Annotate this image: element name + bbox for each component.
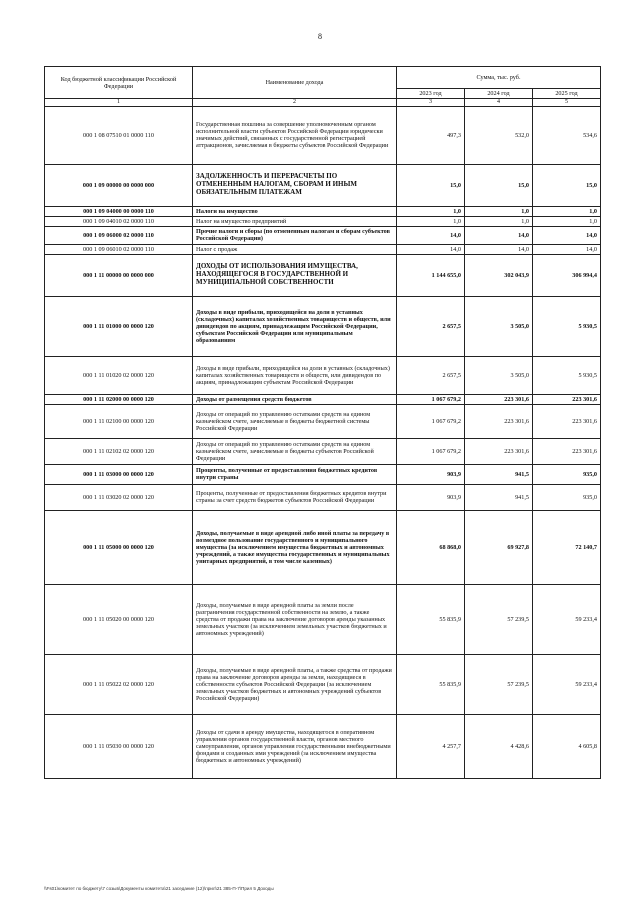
amount-2025-cell: 1,0 bbox=[533, 216, 601, 226]
revenue-name-cell: Доходы от сдачи в аренду имущества, находящегося в оперативном управлении органов государственной власти, органов местного самоуправления, органов управления государственными внебюджетными фондами и созданных ими учреждений (за исключением имущества бюджетных и автономных учреждений) bbox=[193, 714, 397, 778]
revenue-name-cell: Доходы от операций по управлению остатками средств на едином казначейском счете, зачисляемые в бюджеты бюджетной системы Российской Федерации bbox=[193, 404, 397, 438]
amount-2025-cell: 15,0 bbox=[533, 164, 601, 206]
amount-2024-cell: 302 043,9 bbox=[465, 254, 533, 296]
table-header bbox=[45, 67, 601, 107]
amount-2024-cell: 4 428,6 bbox=[465, 714, 533, 778]
table-row bbox=[45, 404, 601, 438]
revenue-name-cell: Налоги на имущество bbox=[193, 206, 397, 216]
table-row bbox=[45, 106, 601, 164]
budget-code-cell: 000 1 11 03020 02 0000 120 bbox=[45, 484, 193, 510]
table-row bbox=[45, 654, 601, 714]
revenue-name-cell: Налог на имущество предприятий bbox=[193, 216, 397, 226]
amount-2023-cell: 15,0 bbox=[397, 164, 465, 206]
budget-code-cell: 000 1 11 00000 00 0000 000 bbox=[45, 254, 193, 296]
revenue-name-cell: Доходы в виде прибыли, приходящейся на доли в уставных (складочных) капиталах хозяйственных товариществ и обществ, или дивидендов по акциям, принадлежащим Российской Федерации, субъектам Российской Федерации или муниципальным образованиям bbox=[193, 296, 397, 356]
budget-code-cell: 000 1 09 04000 00 0000 110 bbox=[45, 206, 193, 216]
budget-code-cell: 000 1 11 02000 00 0000 120 bbox=[45, 394, 193, 404]
amount-2024-cell: 57 239,5 bbox=[465, 654, 533, 714]
amount-2024-cell: 3 505,0 bbox=[465, 356, 533, 394]
amount-2024-cell: 223 301,6 bbox=[465, 394, 533, 404]
amount-2024-cell: 15,0 bbox=[465, 164, 533, 206]
table-row bbox=[45, 206, 601, 216]
table-row bbox=[45, 394, 601, 404]
amount-2025-cell: 5 930,5 bbox=[533, 296, 601, 356]
amount-2025-cell: 59 233,4 bbox=[533, 654, 601, 714]
revenue-name-cell: Доходы в виде прибыли, приходящейся на доли в уставных (складочных) капиталах хозяйственных товариществ и обществ, или дивидендов по акциям, принадлежащим субъектам Российской Федерации bbox=[193, 356, 397, 394]
budget-code-cell: 000 1 09 00000 00 0000 000 bbox=[45, 164, 193, 206]
revenue-name-cell: Государственная пошлина за совершение уполномоченным органом исполнительной власти субъектов Российской Федерации юридически значимых действий, связанных с государственной регистрацией аттракционов, зачисляемая в бюджеты субъектов Российской Федерации bbox=[193, 106, 397, 164]
sum-column-header: Сумма, тыс. руб. bbox=[397, 67, 601, 89]
amount-2023-cell: 14,0 bbox=[397, 226, 465, 244]
amount-2025-cell: 223 301,6 bbox=[533, 394, 601, 404]
table-row bbox=[45, 356, 601, 394]
amount-2023-cell: 1,0 bbox=[397, 216, 465, 226]
budget-code-cell: 000 1 11 03000 00 0000 120 bbox=[45, 464, 193, 484]
amount-2025-cell: 1,0 bbox=[533, 206, 601, 216]
table-row bbox=[45, 296, 601, 356]
amount-2025-cell: 59 233,4 bbox=[533, 584, 601, 654]
budget-code-cell: 000 1 11 05020 00 0000 120 bbox=[45, 584, 193, 654]
amount-2025-cell: 72 140,7 bbox=[533, 510, 601, 584]
amount-2024-cell: 14,0 bbox=[465, 226, 533, 244]
amount-2025-cell: 935,0 bbox=[533, 484, 601, 510]
amount-2024-cell: 14,0 bbox=[465, 244, 533, 254]
amount-2025-cell: 14,0 bbox=[533, 226, 601, 244]
amount-2024-cell: 3 505,0 bbox=[465, 296, 533, 356]
amount-2023-cell: 497,3 bbox=[397, 106, 465, 164]
amount-2023-cell: 1 067 679,2 bbox=[397, 404, 465, 438]
amount-2023-cell: 1 067 679,2 bbox=[397, 394, 465, 404]
table-row bbox=[45, 254, 601, 296]
revenue-name-cell: Проценты, полученные от предоставления бюджетных кредитов внутри страны bbox=[193, 464, 397, 484]
amount-2025-cell: 14,0 bbox=[533, 244, 601, 254]
column-number: 4 bbox=[465, 99, 533, 107]
budget-code-cell: 000 1 09 06010 02 0000 110 bbox=[45, 244, 193, 254]
revenue-name-cell: Проценты, полученные от предоставления бюджетных кредитов внутри страны за счет средств бюджетов субъектов Российской Федерации bbox=[193, 484, 397, 510]
revenue-name-cell: ЗАДОЛЖЕННОСТЬ И ПЕРЕРАСЧЕТЫ ПО ОТМЕНЕННЫМ НАЛОГАМ, СБОРАМ И ИНЫМ ОБЯЗАТЕЛЬНЫМ ПЛАТЕЖАМ bbox=[193, 164, 397, 206]
year-header-2025: 2025 год bbox=[533, 89, 601, 99]
amount-2024-cell: 532,0 bbox=[465, 106, 533, 164]
amount-2023-cell: 4 257,7 bbox=[397, 714, 465, 778]
budget-code-cell: 000 1 11 05030 00 0000 120 bbox=[45, 714, 193, 778]
budget-code-cell: 000 1 11 05000 00 0000 120 bbox=[45, 510, 193, 584]
table-row bbox=[45, 584, 601, 654]
amount-2024-cell: 223 301,6 bbox=[465, 438, 533, 464]
revenue-name-cell: Прочие налоги и сборы (по отмененным налогам и сборам субъектов Российской Федерации) bbox=[193, 226, 397, 244]
amount-2023-cell: 14,0 bbox=[397, 244, 465, 254]
amount-2023-cell: 1 144 655,0 bbox=[397, 254, 465, 296]
revenue-name-cell: Налог с продаж bbox=[193, 244, 397, 254]
amount-2025-cell: 5 930,5 bbox=[533, 356, 601, 394]
amount-2023-cell: 55 835,9 bbox=[397, 584, 465, 654]
amount-2024-cell: 223 301,6 bbox=[465, 404, 533, 438]
budget-revenue-table bbox=[44, 66, 601, 779]
year-header-2024: 2024 год bbox=[465, 89, 533, 99]
amount-2024-cell: 941,5 bbox=[465, 484, 533, 510]
budget-code-cell: 000 1 11 05022 02 0000 120 bbox=[45, 654, 193, 714]
amount-2023-cell: 68 868,0 bbox=[397, 510, 465, 584]
budget-code-cell: 000 1 11 01000 00 0000 120 bbox=[45, 296, 193, 356]
column-number: 3 bbox=[397, 99, 465, 107]
amount-2025-cell: 534,6 bbox=[533, 106, 601, 164]
amount-2024-cell: 941,5 bbox=[465, 464, 533, 484]
budget-code-cell: 000 1 08 07510 01 0000 110 bbox=[45, 106, 193, 164]
amount-2025-cell: 223 301,6 bbox=[533, 404, 601, 438]
budget-code-cell: 000 1 11 01020 02 0000 120 bbox=[45, 356, 193, 394]
amount-2023-cell: 903,9 bbox=[397, 464, 465, 484]
table-row bbox=[45, 164, 601, 206]
amount-2023-cell: 55 835,9 bbox=[397, 654, 465, 714]
table-row bbox=[45, 714, 601, 778]
amount-2024-cell: 1,0 bbox=[465, 216, 533, 226]
budget-code-cell: 000 1 11 02102 02 0000 120 bbox=[45, 438, 193, 464]
column-number: 1 bbox=[45, 99, 193, 107]
revenue-name-cell: ДОХОДЫ ОТ ИСПОЛЬЗОВАНИЯ ИМУЩЕСТВА, НАХОДЯЩЕГОСЯ В ГОСУДАРСТВЕННОЙ И МУНИЦИПАЛЬНОЙ СОБСТВЕННОСТИ bbox=[193, 254, 397, 296]
amount-2024-cell: 1,0 bbox=[465, 206, 533, 216]
amount-2023-cell: 2 657,5 bbox=[397, 296, 465, 356]
year-header-2023: 2023 год bbox=[397, 89, 465, 99]
revenue-name-cell: Доходы, получаемые в виде арендной платы за земли после разграничения государственной собственности на землю, а также средства от продажи права на заключение договоров аренды указанных земельных участков (за исключением земельных участков бюджетных и автономных учреждений) bbox=[193, 584, 397, 654]
table-row bbox=[45, 510, 601, 584]
table-body bbox=[45, 106, 601, 778]
page-number: 8 bbox=[318, 32, 322, 41]
amount-2023-cell: 903,9 bbox=[397, 484, 465, 510]
revenue-name-cell: Доходы от операций по управлению остатками средств на едином казначейском счете, зачисляемые в бюджеты субъектов Российской Федерации bbox=[193, 438, 397, 464]
code-column-header: Код бюджетной классификации Российской Федерации bbox=[45, 67, 193, 99]
budget-code-cell: 000 1 11 02100 00 0000 120 bbox=[45, 404, 193, 438]
amount-2023-cell: 1 067 679,2 bbox=[397, 438, 465, 464]
amount-2025-cell: 935,0 bbox=[533, 464, 601, 484]
budget-code-cell: 000 1 09 04010 02 0000 110 bbox=[45, 216, 193, 226]
amount-2023-cell: 2 657,5 bbox=[397, 356, 465, 394]
table-row bbox=[45, 226, 601, 244]
revenue-name-cell: Доходы от размещения средств бюджетов bbox=[193, 394, 397, 404]
revenue-name-cell: Доходы, получаемые в виде арендной либо иной платы за передачу в возмездное пользование государственного и муниципального имущества (за исключением имущества бюджетных и автономных учреждений, а также имущества государственных и муниципальных унитарных предприятий, в том числе казенных) bbox=[193, 510, 397, 584]
amount-2025-cell: 306 994,4 bbox=[533, 254, 601, 296]
amount-2025-cell: 223 301,6 bbox=[533, 438, 601, 464]
file-path-footer: \\Fs01\комитет по бюджету\7 созыв\Документы комитета\21 заседание (12)\прил\21 385-П-7\Прил 5 Доходы bbox=[44, 886, 274, 891]
budget-code-cell: 000 1 09 06000 02 0000 110 bbox=[45, 226, 193, 244]
amount-2024-cell: 69 927,8 bbox=[465, 510, 533, 584]
name-column-header: Наименование дохода bbox=[193, 67, 397, 99]
amount-2024-cell: 57 239,5 bbox=[465, 584, 533, 654]
table-row bbox=[45, 484, 601, 510]
column-number: 5 bbox=[533, 99, 601, 107]
revenue-name-cell: Доходы, получаемые в виде арендной платы, а также средства от продажи права на заключение договоров аренды за земли, находящиеся в собственности субъектов Российской Федерации (за исключением земельных участков бюджетных и автономных учреждений субъектов Российской Федерации) bbox=[193, 654, 397, 714]
amount-2025-cell: 4 605,8 bbox=[533, 714, 601, 778]
table-row bbox=[45, 244, 601, 254]
table-row bbox=[45, 464, 601, 484]
amount-2023-cell: 1,0 bbox=[397, 206, 465, 216]
column-number: 2 bbox=[193, 99, 397, 107]
table-row bbox=[45, 216, 601, 226]
table-row bbox=[45, 438, 601, 464]
